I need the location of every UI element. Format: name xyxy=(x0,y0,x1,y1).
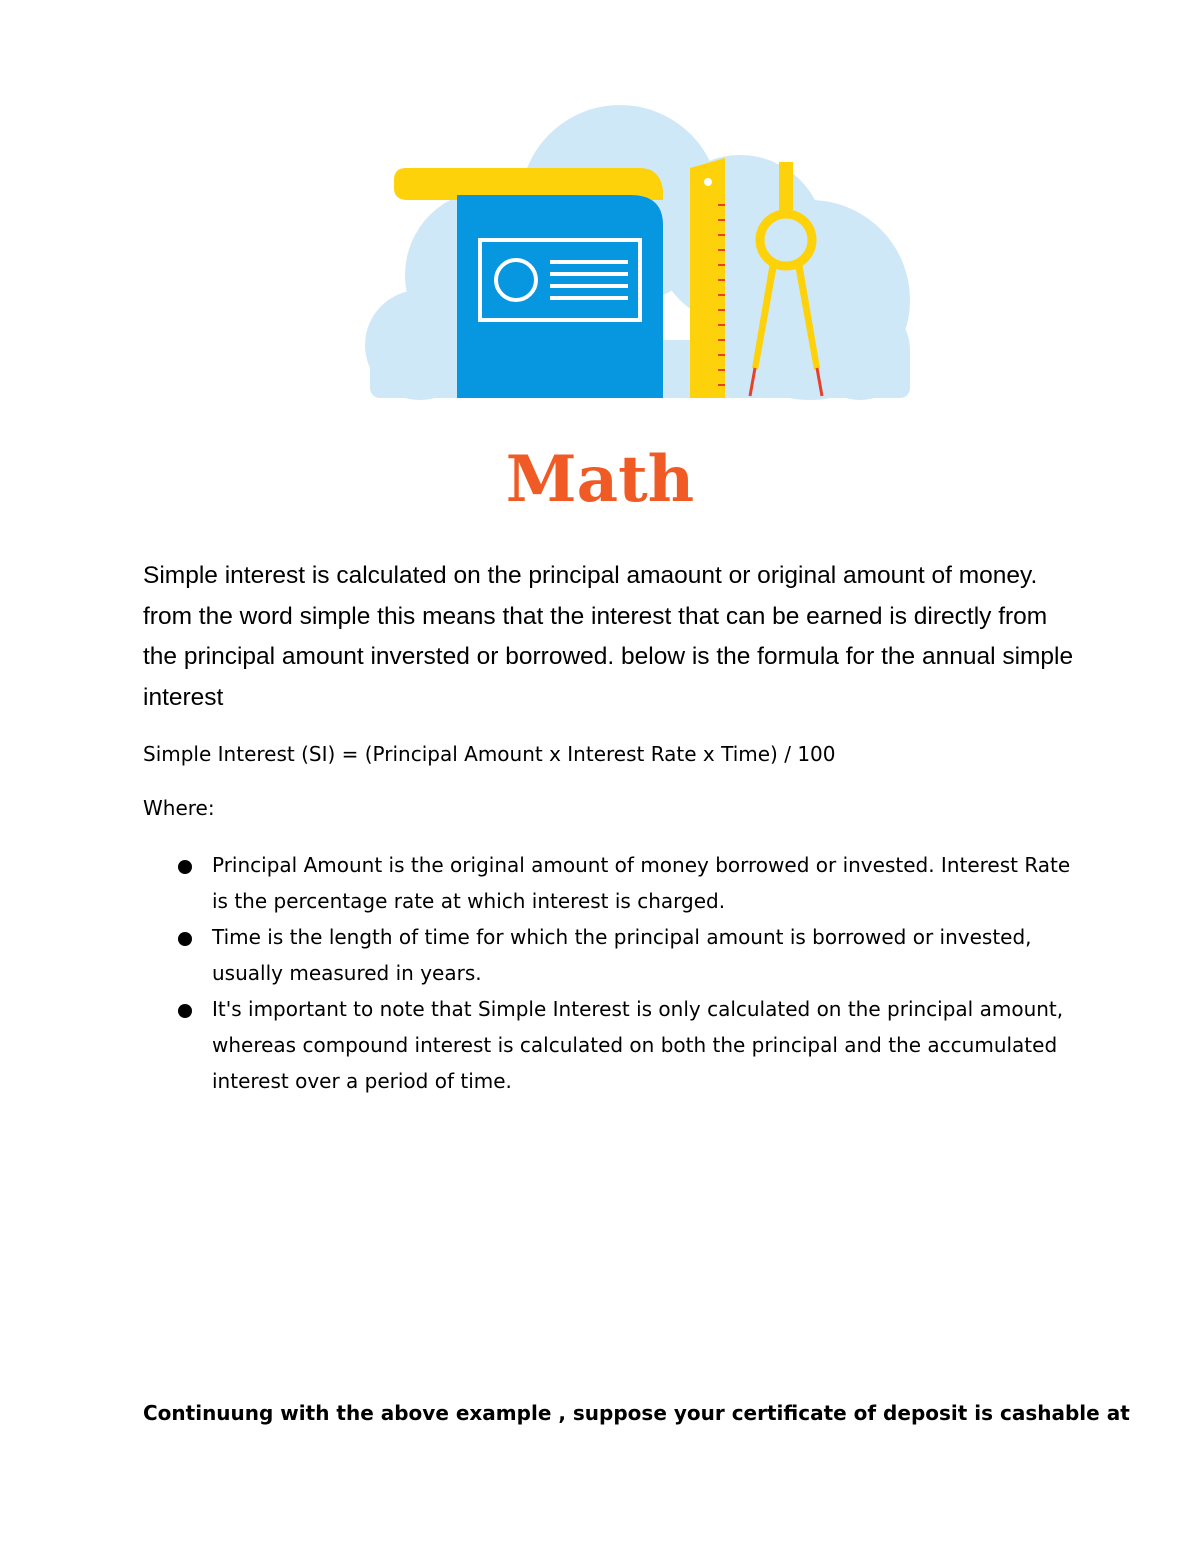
bullet-icon xyxy=(178,860,192,874)
math-illustration-svg xyxy=(360,100,910,400)
math-tools-illustration xyxy=(360,100,910,400)
intro-paragraph: Simple interest is calculated on the principal amaount or original amount of money. from the word simple this means that the interest that can be earned is directly from the principal amount inversted or borrowed. below is the formula for the annual simple interest xyxy=(143,562,1074,712)
list-item-text: Principal Amount is the original amount of money borrowed or invested. Interest Rate is the percentage rate at which interest is charged. xyxy=(212,853,1071,913)
book-icon xyxy=(457,195,663,398)
bullet-icon xyxy=(178,1004,192,1018)
list-item xyxy=(178,847,1078,919)
page-title: Math xyxy=(505,442,695,517)
list-item-text: It's important to note that Simple Interest is only calculated on the principal amount, whereas compound interest is calculated on both the principal and the accumulated interest over a period of time. xyxy=(212,997,1064,1093)
ruler-icon xyxy=(690,158,725,398)
definition-list xyxy=(178,847,1078,1099)
list-item xyxy=(178,919,1078,991)
bullet-icon xyxy=(178,932,192,946)
list-item xyxy=(178,991,1078,1099)
formula-text: Simple Interest (SI) = (Principal Amount x Interest Rate x Time) / 100 xyxy=(143,742,836,766)
continuing-paragraph: Continuung with the above example , suppose your certificate of deposit is cashable at xyxy=(143,1401,1130,1425)
where-label: Where: xyxy=(143,796,215,820)
list-item-text: Time is the length of time for which the principal amount is borrowed or invested, usually measured in years. xyxy=(212,925,1032,985)
